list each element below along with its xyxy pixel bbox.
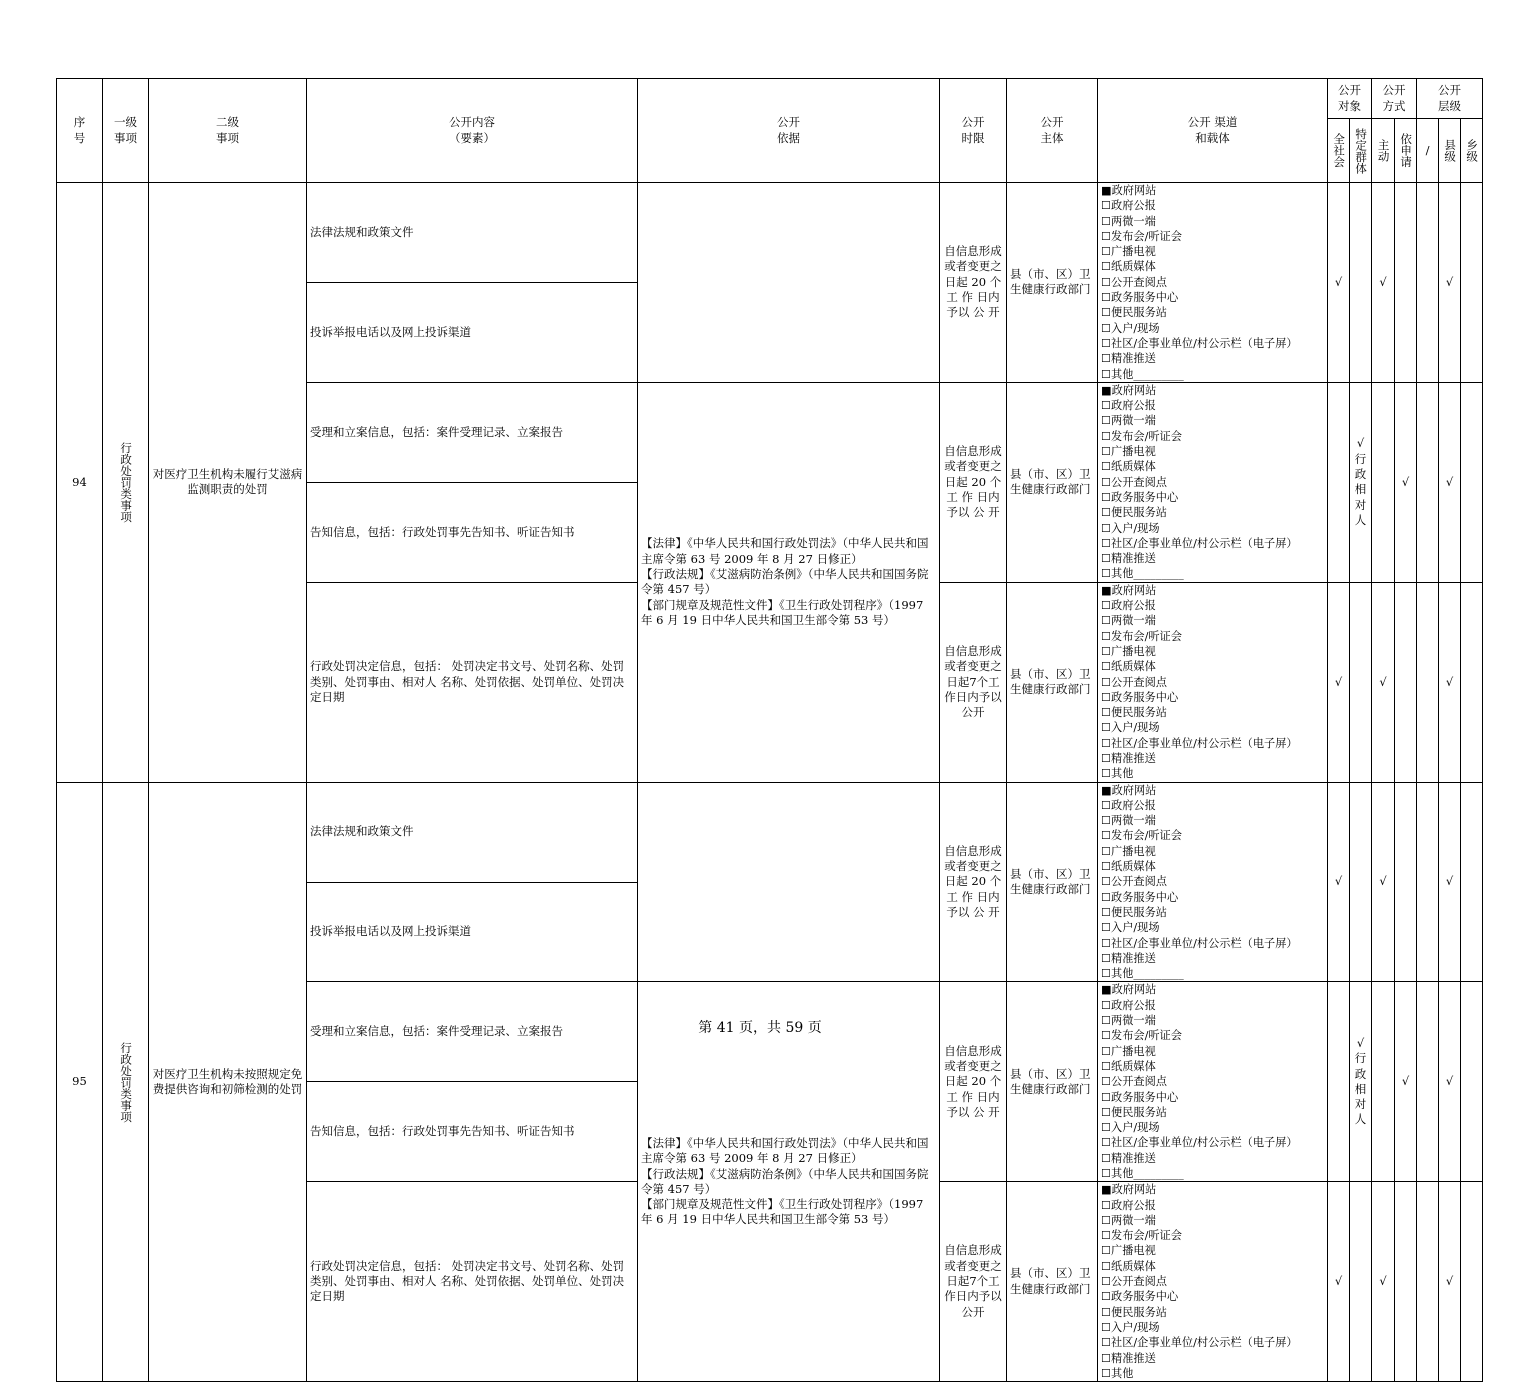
content-item: 法律法规和政策文件 [307,183,638,283]
table-row [57,183,1483,283]
time-limit: 自信息形成或者变更之日起7个工作日内予以公开 [940,1182,1007,1382]
channel-list [1101,1182,1324,1381]
check-active [1372,382,1395,582]
check-slash [1417,982,1439,1182]
check-all-society [1328,982,1350,1182]
channel-item: ☐公开查阅点 [1101,1075,1167,1089]
channel-item: ☐公开查阅点 [1101,275,1167,289]
channel-item: ■政府网站 [1101,983,1157,997]
check-county: √ [1439,183,1461,383]
channel-item: ☐政府公报 [1101,798,1156,812]
page-footer: 第 41 页，共 59 页 [698,1020,822,1036]
subject: 县（市、区）卫 生健康行政部门 [1007,782,1098,982]
item-seq: 94 [57,183,103,783]
channel-item: ☐广播电视 [1101,1044,1156,1058]
header-all-society: 全社会 [1332,133,1347,168]
channel-item: ☐公开查阅点 [1101,1275,1167,1289]
channel-precise: ☐精准推送 [1101,751,1156,765]
check-apply [1395,782,1417,982]
header-content: 公开内容 （要素） [307,79,638,183]
header-level1: 一级 事项 [103,79,149,183]
channel-precise: ☐精准推送 [1101,552,1156,566]
basis-text: 【法律】《中华人民共和国行政处罚法》（中华人民共和国主席令第 63 号 2009 年 8 月 27 日修正） 【行政法规】《艾滋病防治条例》（中华人民共和国国务院令第 457 号） 【部门规章及规范性文件】《卫生行政处罚程序》（1997 年 6 月 19 日中华人民共和国卫生部令第 53 号） [638,382,940,782]
channel-item: ☐政府公报 [1101,1198,1156,1212]
channel-board: ☐社区/企事业单位/村公示栏（电子屏） [1101,936,1298,950]
header-apply: 依申请 [1399,133,1414,168]
check-specific-group [1350,782,1372,982]
channel-item: ☐公开查阅点 [1101,475,1167,489]
content-item: 投诉举报电话以及网上投诉渠道 [307,282,638,382]
channel-item: ☐便民服务站 [1101,506,1167,520]
subject: 县（市、区）卫 生健康行政部门 [1007,183,1098,383]
channel-board: ☐社区/企事业单位/村公示栏（电子屏） [1101,336,1298,350]
channel-other: ☐其他_________ [1101,367,1184,381]
channels [1098,1182,1328,1382]
channel-item: ☐发布会/听证会 [1101,229,1182,243]
channel-item: ☐纸质媒体 [1101,260,1156,274]
channel-item: ☐入户/现场 [1101,1121,1160,1135]
content-item: 受理和立案信息，包括：案件受理记录、立案报告 [307,382,638,482]
header-active: 主动 [1376,139,1391,162]
channel-item: ☐便民服务站 [1101,905,1167,919]
channel-precise: ☐精准推送 [1101,1151,1156,1165]
check-town [1461,183,1483,383]
channel-item: ☐发布会/听证会 [1101,629,1182,643]
subject: 县（市、区）卫 生健康行政部门 [1007,582,1098,782]
channel-item: ☐纸质媒体 [1101,1059,1156,1073]
check-slash [1417,582,1439,782]
basis-text: 【法律】《中华人民共和国行政处罚法》（中华人民共和国主席令第 63 号 2009 年 8 月 27 日修正） 【行政法规】《艾滋病防治条例》（中华人民共和国国务院令第 457 号） 【部门规章及规范性文件】《卫生行政处罚程序》（1997 年 6 月 19 日中华人民共和国卫生部令第 53 号） [638,982,940,1382]
channels [1098,982,1328,1182]
header-time: 公开 时限 [940,79,1007,183]
item-level1-text: 行政处罚类事项 [119,1041,134,1123]
header-town: 乡级 [1465,139,1480,162]
time-limit: 自信息形成或者变更之日起 20 个工 作 日内予以 公 开 [940,782,1007,982]
channel-precise: ☐精准推送 [1101,352,1156,366]
channel-item: ☐两微一端 [1101,1014,1156,1028]
check-all-society: √ [1328,782,1350,982]
header-basis: 公开 依据 [638,79,940,183]
channel-item: ■政府网站 [1101,583,1157,597]
channel-item: ☐政务服务中心 [1101,1090,1179,1104]
header-slash: / [1417,119,1439,183]
channels [1098,582,1328,782]
check-apply [1395,1182,1417,1382]
channel-other: ☐其他 [1101,767,1134,781]
header-method: 公开 方式 [1372,79,1417,119]
channel-item: ☐广播电视 [1101,445,1156,459]
channel-item: ☐广播电视 [1101,1244,1156,1258]
channel-item: ☐发布会/听证会 [1101,1229,1182,1243]
time-limit: 自信息形成或者变更之日起7个工作日内予以公开 [940,582,1007,782]
check-active: √ [1372,582,1395,782]
check-active [1372,982,1395,1182]
check-slash [1417,382,1439,582]
item-seq: 95 [57,782,103,1382]
channel-item: ■政府网站 [1101,184,1157,197]
channel-item: ☐入户/现场 [1101,721,1160,735]
channels [1098,382,1328,582]
check-specific-group [1350,582,1372,782]
content-item: 法律法规和政策文件 [307,782,638,882]
check-apply: √ [1395,982,1417,1182]
check-all-society: √ [1328,582,1350,782]
subject: 县（市、区）卫 生健康行政部门 [1007,1182,1098,1382]
content-item: 告知信息，包括：行政处罚事先告知书、听证告知书 [307,482,638,582]
channel-item: ■政府网站 [1101,383,1157,397]
check-town [1461,382,1483,582]
channel-item: ☐两微一端 [1101,814,1156,828]
header-subject: 公开 主体 [1007,79,1098,183]
check-slash [1417,183,1439,383]
channel-item: ☐两微一端 [1101,614,1156,628]
check-slash [1417,1182,1439,1382]
channel-item: ☐纸质媒体 [1101,860,1156,874]
channel-item: ☐纸质媒体 [1101,660,1156,674]
channel-item: ☐入户/现场 [1101,921,1160,935]
check-town [1461,782,1483,982]
check-county: √ [1439,982,1461,1182]
channel-item: ☐便民服务站 [1101,1105,1167,1119]
header-county: 县级 [1443,139,1458,162]
channel-other: ☐其他_________ [1101,1167,1184,1180]
basis-empty [638,183,940,383]
channel-item: ☐发布会/听证会 [1101,1029,1182,1043]
content-item: 告知信息，包括：行政处罚事先告知书、听证告知书 [307,1082,638,1182]
header-specific-group: 特定群体 [1354,127,1369,174]
channel-item: ☐入户/现场 [1101,521,1160,535]
channel-item: ☐政务服务中心 [1101,690,1179,704]
channel-item: ☐政府公报 [1101,399,1156,413]
channel-item: ☐发布会/听证会 [1101,429,1182,443]
check-county: √ [1439,582,1461,782]
check-all-society [1328,382,1350,582]
channel-board: ☐社区/企事业单位/村公示栏（电子屏） [1101,1136,1298,1150]
channel-item: ☐纸质媒体 [1101,1259,1156,1273]
channel-list [1101,583,1324,782]
item-level2: 对医疗卫生机构未按照规定免费提供咨询和初筛检测的处罚 [149,782,307,1382]
check-specific-group: √ 行 政 相 对 人 [1350,382,1372,582]
channel-other: ☐其他_________ [1101,967,1184,981]
content-item: 受理和立案信息，包括：案件受理记录、立案报告 [307,982,638,1082]
check-county: √ [1439,1182,1461,1382]
header-seq: 序 号 [57,79,103,183]
check-active: √ [1372,782,1395,982]
check-apply [1395,582,1417,782]
check-specific-group [1350,1182,1372,1382]
check-town [1461,582,1483,782]
channel-item: ☐便民服务站 [1101,306,1167,320]
channel-other: ☐其他_________ [1101,567,1184,581]
time-limit: 自信息形成或者变更之日起 20 个工 作 日内予以 公 开 [940,183,1007,383]
channel-item: ☐政务服务中心 [1101,490,1179,504]
channel-list [1101,183,1324,382]
channel-item: ■政府网站 [1101,783,1157,797]
basis-empty [638,782,940,982]
channel-list [1101,383,1324,582]
channel-item: ☐便民服务站 [1101,1305,1167,1319]
check-slash [1417,782,1439,982]
channel-board: ☐社区/企事业单位/村公示栏（电子屏） [1101,1336,1298,1350]
check-town [1461,982,1483,1182]
channel-item: ☐广播电视 [1101,245,1156,259]
channel-board: ☐社区/企事业单位/村公示栏（电子屏） [1101,736,1298,750]
table-row [57,782,1483,882]
content-item: 投诉举报电话以及网上投诉渠道 [307,882,638,982]
channel-item: ☐公开查阅点 [1101,875,1167,889]
channel-item: ☐广播电视 [1101,644,1156,658]
check-apply [1395,183,1417,383]
channels [1098,183,1328,383]
check-specific-group [1350,183,1372,383]
item-level2: 对医疗卫生机构未履行艾滋病监测职责的处罚 [149,183,307,783]
channel-board: ☐社区/企事业单位/村公示栏（电子屏） [1101,536,1298,550]
check-all-society: √ [1328,183,1350,383]
channel-precise: ☐精准推送 [1101,951,1156,965]
channel-item: ☐入户/现场 [1101,1320,1160,1334]
subject: 县（市、区）卫 生健康行政部门 [1007,982,1098,1182]
channel-list [1101,783,1324,982]
check-county: √ [1439,782,1461,982]
channel-item: ☐政务服务中心 [1101,291,1179,305]
item-level1 [103,782,149,1382]
check-all-society: √ [1328,1182,1350,1382]
time-limit: 自信息形成或者变更之日起 20 个工 作 日内予以 公 开 [940,382,1007,582]
content-item: 行政处罚决定信息，包括： 处罚决定书文号、处罚名称、处罚类别、处罚事由、相对人 名称、处罚依据、处罚单位、处罚决定日期 [307,582,638,782]
channel-item: ☐政务服务中心 [1101,890,1179,904]
header-channel: 公开 渠道 和载体 [1098,79,1328,183]
disclosure-table [56,78,1483,1382]
time-limit: 自信息形成或者变更之日起 20 个工 作 日内予以 公 开 [940,982,1007,1182]
channel-item: ■政府网站 [1101,1183,1157,1197]
check-specific-group: √ 行 政 相 对 人 [1350,982,1372,1182]
channel-item: ☐入户/现场 [1101,321,1160,335]
channel-item: ☐公开查阅点 [1101,675,1167,689]
content-item: 行政处罚决定信息，包括： 处罚决定书文号、处罚名称、处罚类别、处罚事由、相对人 名称、处罚依据、处罚单位、处罚决定日期 [307,1182,638,1382]
channel-precise: ☐精准推送 [1101,1351,1156,1365]
item-level1 [103,183,149,783]
check-county: √ [1439,382,1461,582]
channel-item: ☐广播电视 [1101,844,1156,858]
channel-item: ☐两微一端 [1101,414,1156,428]
check-active: √ [1372,183,1395,383]
channel-list [1101,982,1324,1181]
header-target: 公开 对象 [1328,79,1372,119]
channel-item: ☐两微一端 [1101,214,1156,228]
channel-item: ☐发布会/听证会 [1101,829,1182,843]
item-level1-text: 行政处罚类事项 [119,442,134,523]
channel-item: ☐政府公报 [1101,998,1156,1012]
channel-item: ☐政府公报 [1101,599,1156,613]
check-town [1461,1182,1483,1382]
channel-item: ☐便民服务站 [1101,706,1167,720]
check-active: √ [1372,1182,1395,1382]
header-level: 公开 层级 [1417,79,1483,119]
header-row [57,79,1483,119]
channels [1098,782,1328,982]
header-level2: 二级 事项 [149,79,307,183]
check-apply: √ [1395,382,1417,582]
channel-item: ☐政府公报 [1101,199,1156,213]
channel-item: ☐纸质媒体 [1101,460,1156,474]
channel-other: ☐其他 [1101,1366,1134,1380]
channel-item: ☐政务服务中心 [1101,1290,1179,1304]
subject: 县（市、区）卫 生健康行政部门 [1007,382,1098,582]
channel-item: ☐两微一端 [1101,1213,1156,1227]
